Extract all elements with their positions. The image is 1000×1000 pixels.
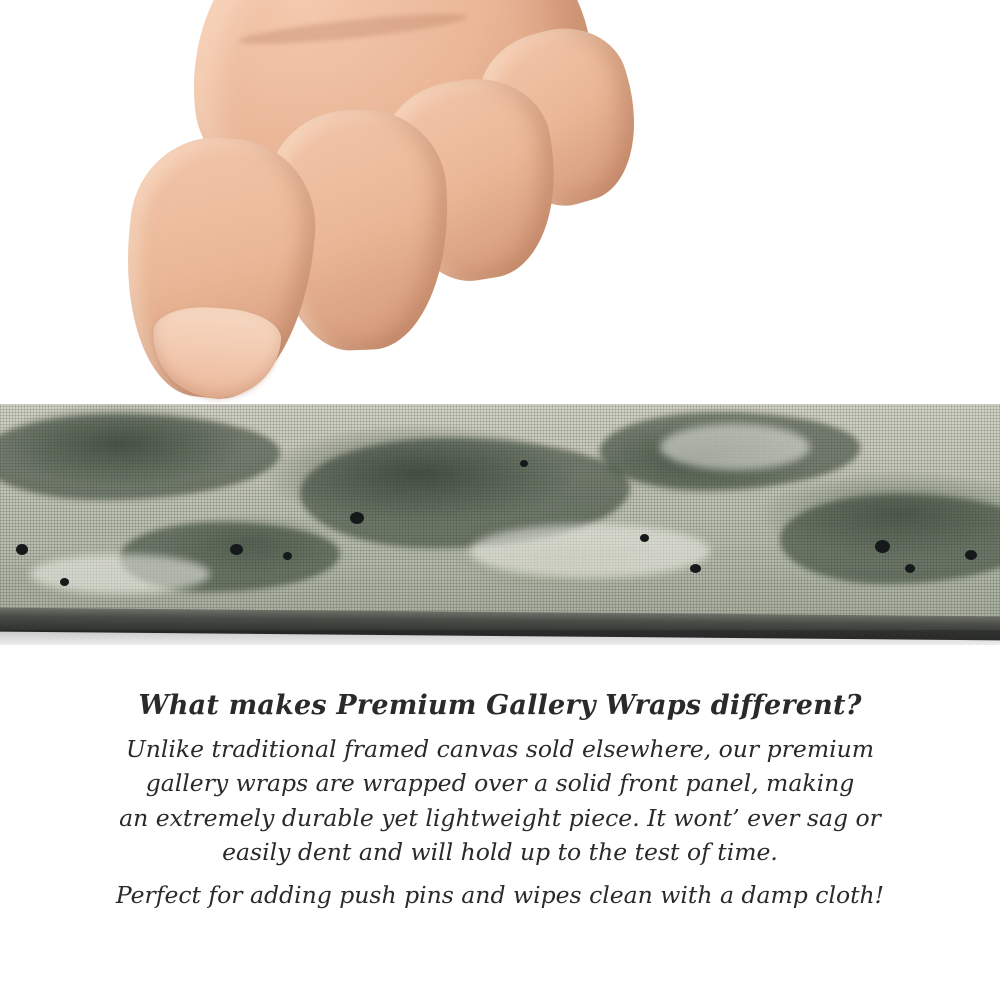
caption-line-2: gallery wraps are wrapped over a solid front panel, making	[145, 769, 855, 798]
caption-block	[0, 690, 1000, 912]
canvas-speck	[60, 578, 69, 586]
caption-final-line: Perfect for adding push pins and wipes clean with a damp cloth!	[115, 881, 885, 910]
canvas-paint-blotch	[780, 494, 1000, 584]
canvas-speck	[16, 544, 28, 555]
canvas-highlight	[660, 424, 810, 470]
canvas-speck	[965, 550, 977, 560]
gallery-wrap-canvas-edge	[0, 404, 1000, 620]
canvas-speck	[875, 540, 890, 553]
canvas-speck	[690, 564, 701, 573]
caption-line-1: Unlike traditional framed canvas sold elsewhere, our premium	[125, 735, 875, 763]
canvas-speck	[230, 544, 243, 555]
caption-line-3: an extremely durable yet lightweight piece. It wont’ ever sag or	[119, 803, 881, 832]
canvas-speck	[520, 460, 528, 467]
canvas-speck	[283, 552, 292, 560]
canvas-speck	[905, 564, 915, 573]
canvas-speck	[350, 512, 364, 524]
canvas-drop-shadow	[0, 630, 1000, 645]
hand-pressing-canvas-edge	[118, 0, 598, 430]
canvas-highlight	[30, 554, 210, 594]
caption-line-4: easily dent and will hold up to the test of time.	[222, 837, 778, 866]
fingernail	[149, 304, 283, 403]
canvas-paint-blotch	[0, 414, 280, 500]
canvas-highlight	[470, 524, 710, 578]
caption-title: What makes Premium Gallery Wraps different?	[138, 690, 862, 721]
canvas-speck	[640, 534, 649, 542]
